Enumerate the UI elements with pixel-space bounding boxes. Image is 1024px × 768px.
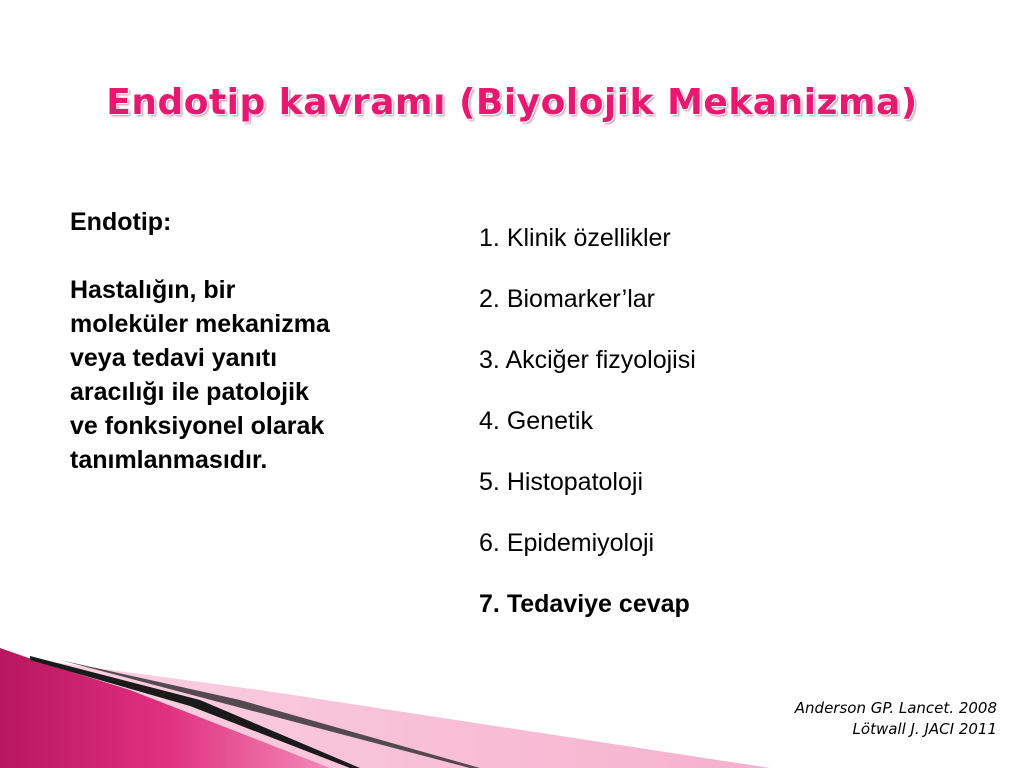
list-text: Akciğer fizyolojisi (505, 346, 696, 374)
list-number: 5. (479, 468, 500, 496)
list-number: 2. (479, 285, 500, 313)
list-item-highlighted (479, 584, 696, 645)
list-text: Klinik özellikler (506, 224, 671, 252)
list-number: 1. (479, 224, 500, 252)
definition-heading: Endotip: (70, 208, 172, 236)
definition-line: ve fonksiyonel olarak (70, 412, 325, 440)
list-item (479, 462, 696, 523)
list-text: Epidemiyoloji (506, 529, 655, 557)
list-number: 6. (479, 529, 500, 557)
slide-title: Endotip kavramı (Biyolojik Mekanizma) (106, 82, 918, 123)
list-text: Tedaviye cevap (506, 590, 690, 618)
reference-line: Lötwall J. JACI 2011 (852, 720, 997, 738)
list-text: Biomarker’lar (506, 285, 655, 313)
definition-line: aracılığı ile patolojik (70, 378, 309, 406)
list-item (479, 218, 696, 279)
criteria-list (479, 218, 696, 645)
list-number: 4. (479, 407, 500, 435)
references (795, 698, 997, 740)
list-item (479, 523, 696, 584)
list-item (479, 401, 696, 462)
definition-line: Hastalığın, bir (70, 276, 236, 304)
definition-line: veya tedavi yanıtı (70, 344, 278, 372)
list-text: Histopatoloji (506, 468, 643, 496)
definition-line: moleküler mekanizma (70, 310, 330, 338)
list-number: 3. (479, 346, 500, 374)
list-item (479, 279, 696, 340)
list-number: 7. (479, 590, 500, 618)
list-item (479, 340, 696, 401)
list-text: Genetik (506, 407, 593, 435)
definition-line: tanımlanmasıdır. (70, 446, 268, 474)
reference-line: Anderson GP. Lancet. 2008 (794, 699, 997, 717)
definition-block (70, 205, 440, 477)
